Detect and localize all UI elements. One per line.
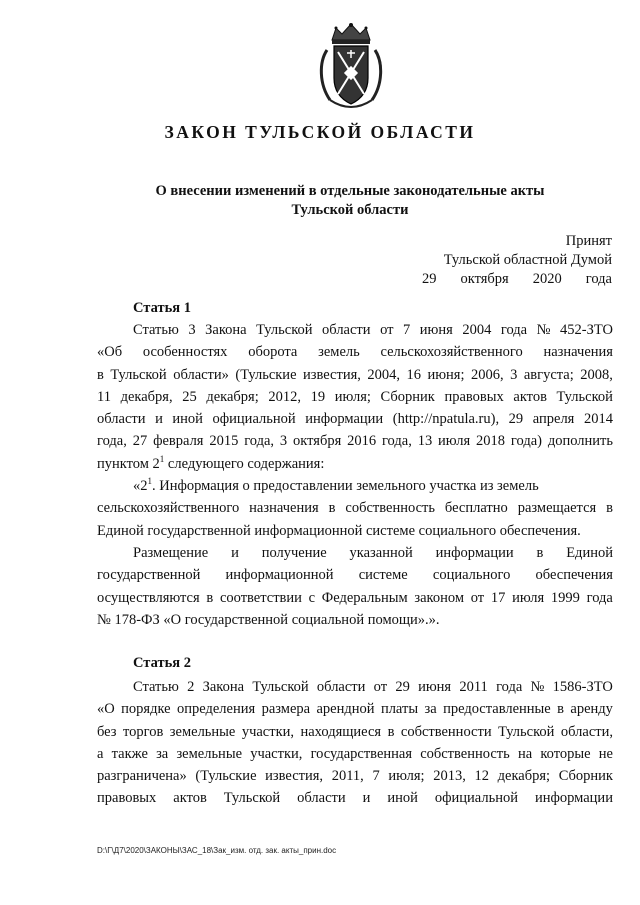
adoption-label: Принят: [565, 233, 612, 249]
text-line: Статью 2 Закона Тульской области от 29 июня 2011 года № 1586-ЗТО: [133, 679, 613, 695]
adoption-year: 2020: [532, 271, 562, 287]
text-line: «О порядке определения размера арендной платы за предоставленные в аренду: [97, 701, 613, 718]
text-fragment: следующего содержания:: [164, 455, 325, 472]
text-line: 11 декабря, 25 декабря; 2012, 19 июля; Сборник правовых актов Тульской: [97, 388, 613, 405]
law-title: ЗАКОН ТУЛЬСКОЙ ОБЛАСТИ: [164, 122, 476, 142]
tula-coat-of-arms-icon: [318, 22, 384, 114]
superscript: 1: [159, 453, 165, 464]
text-line: Единой государственной информационной системе социального обеспечения.: [97, 522, 581, 539]
text-line: без торгов земельные участки, находящиеся в собственности Тульской области,: [97, 723, 613, 740]
subtitle-line: О внесении изменений в отдельные законодательные акты: [155, 183, 545, 199]
quote-line: [97, 475, 613, 497]
adoption-month: октября: [460, 271, 509, 287]
article-2-text: [97, 676, 613, 810]
text-line: государственной информационной системе социального обеспечения: [97, 567, 613, 584]
text-line: Статью 3 Закона Тульской области от 7 июня 2004 года № 452-ЗТО: [133, 322, 613, 338]
adoption-body: Тульской областной Думой: [443, 252, 612, 268]
adoption-day: 29: [422, 271, 437, 287]
text-fragment: пунктом 2: [97, 455, 160, 472]
law-subtitle: [60, 182, 640, 220]
file-path-footer: D:\Г\Д7\2020\ЗАКОНЫ\ЗАС_18\Зак_изм. отд. зак. акты_прин.doc: [97, 846, 337, 855]
text-line: года, 27 февраля 2015 года, 3 октября 2016 года, 13 июля 2018 года) дополнить: [97, 433, 613, 450]
text-fragment: . Информация о предоставлении земельного участка из земель: [152, 478, 539, 495]
adoption-block: [422, 232, 612, 289]
text-line: разграничена» (Тульские известия, 2011, 7 июля; 2013, 12 декабря; Сборник: [97, 768, 613, 785]
superscript: 1: [147, 476, 152, 487]
text-line: области и иной официальной информации (http://npatula.ru), 29 апреля 2014: [97, 411, 613, 428]
text-line: «Об особенностях оборота земель сельскохозяйственного назначения: [97, 344, 613, 361]
text-line: правовых актов Тульской области и иной официальной информации: [97, 790, 613, 807]
article-1-heading: Статья 1: [133, 300, 191, 316]
article-2-heading: Статья 2: [133, 655, 191, 671]
article-1-text: [97, 319, 613, 631]
text-line: осуществляются в соответствии с Федеральным законом от 17 июля 1999 года: [97, 589, 613, 606]
text-line: № 178-ФЗ «О государственной социальной помощи».».: [97, 611, 440, 628]
text-fragment: «2: [133, 478, 148, 495]
adoption-year-word: года: [585, 271, 612, 287]
subtitle-line: Тульской области: [291, 202, 409, 218]
text-line: в Тульской области» (Тульские известия, 2004, 16 июня; 2006, 3 августа; 2008,: [97, 366, 613, 383]
text-line: а также за земельные участки, государственная собственность на которые не: [97, 745, 613, 762]
text-line: Размещение и получение указанной информации в Единой: [133, 544, 613, 561]
adoption-date: [422, 270, 612, 289]
text-line: [97, 453, 613, 475]
text-line: сельскохозяйственного назначения в собственность бесплатно размещается в: [97, 500, 613, 517]
